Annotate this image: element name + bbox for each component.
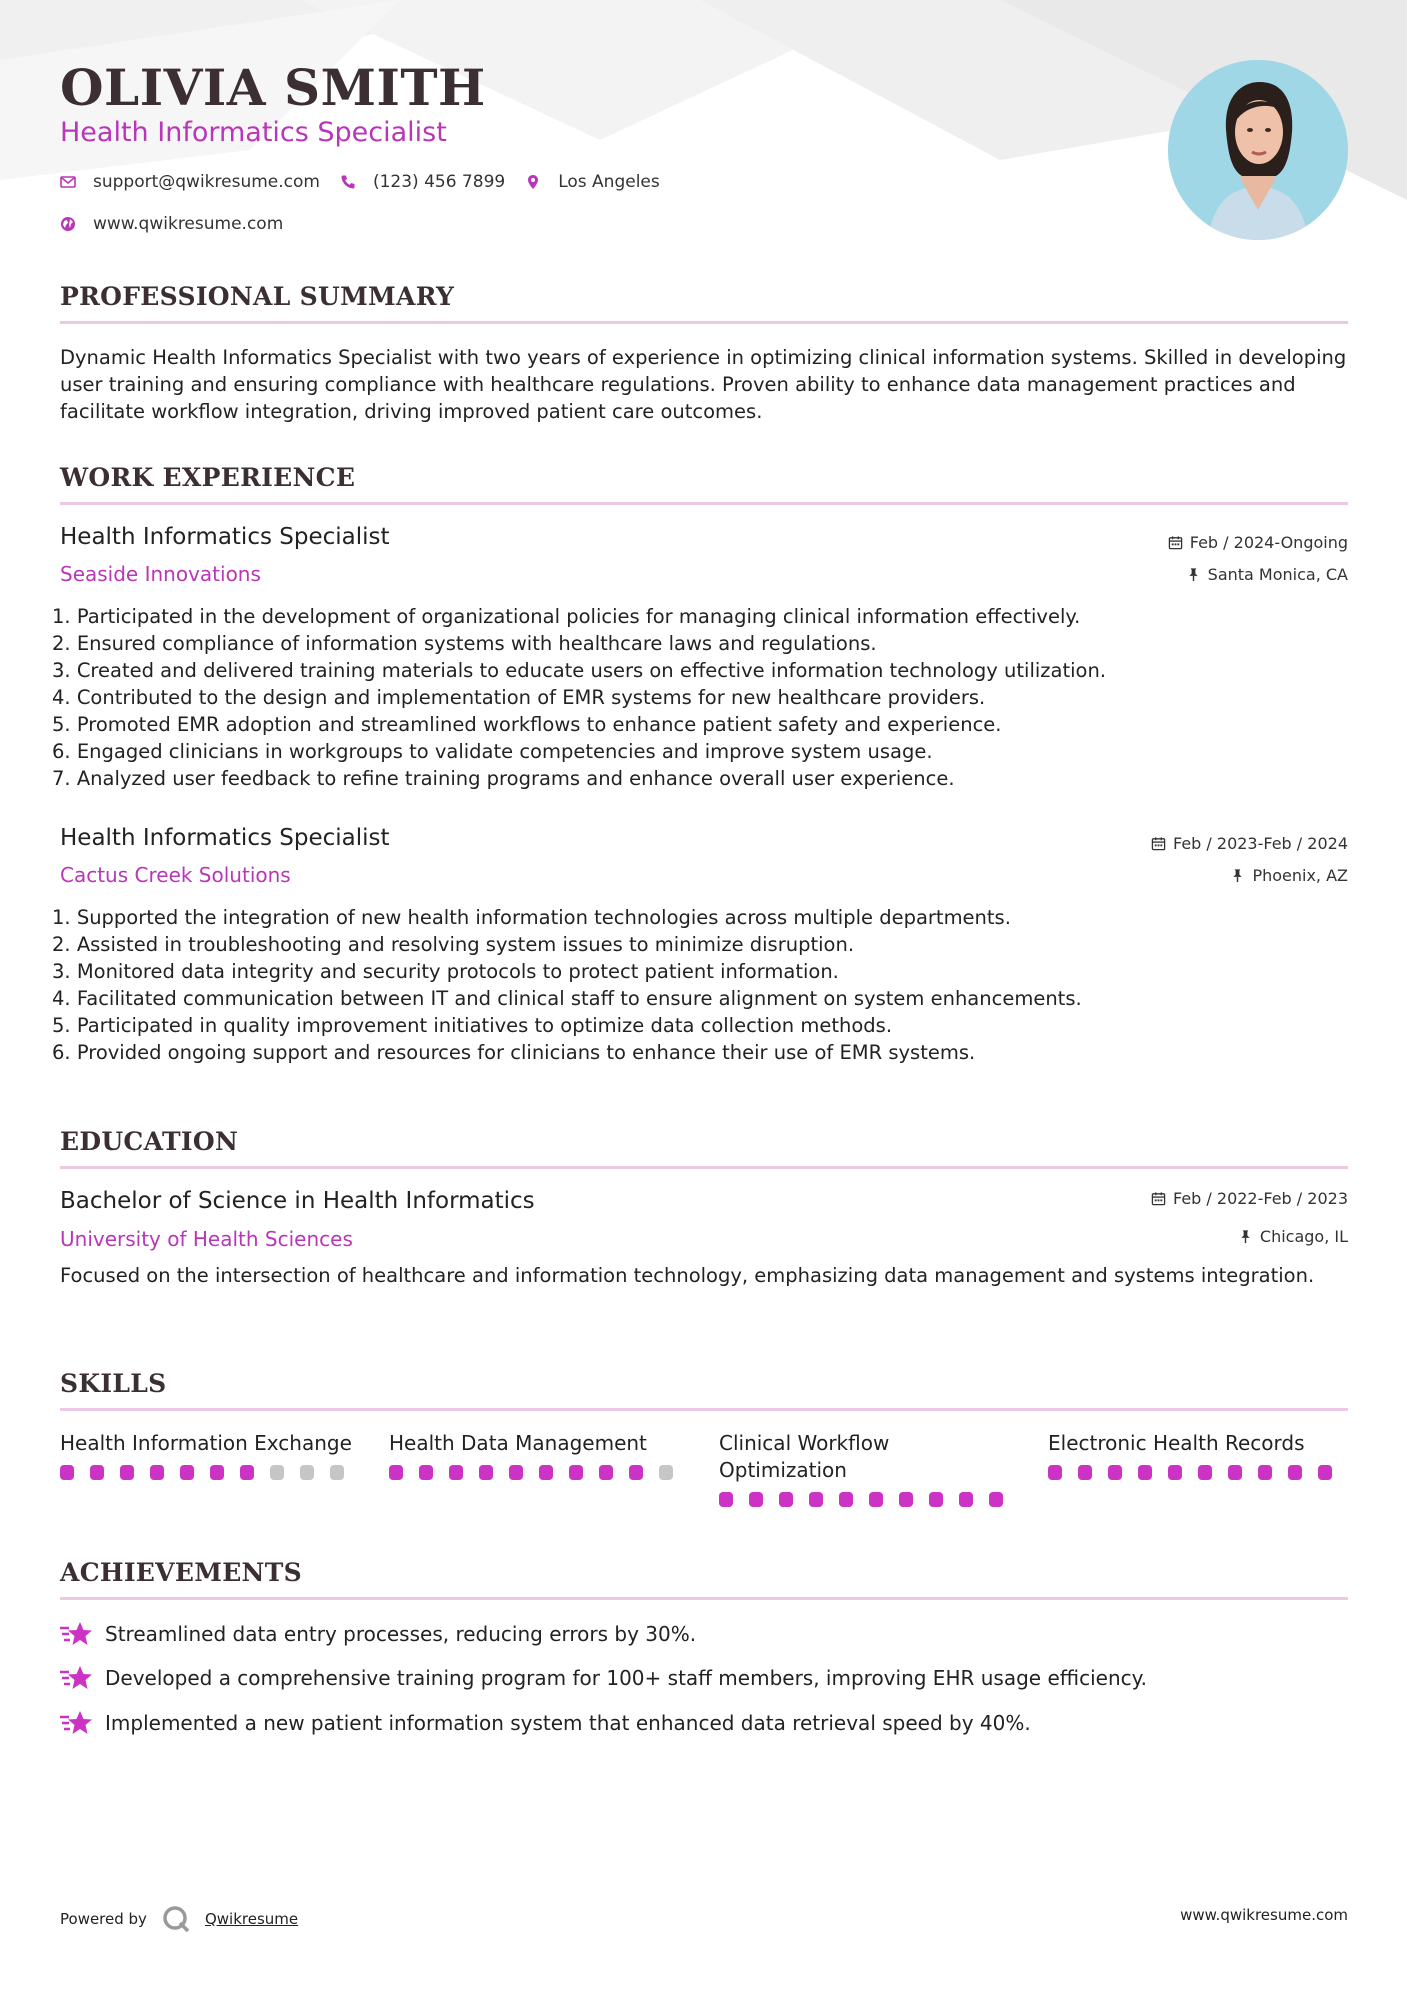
skill-dot-filled (629, 1465, 643, 1480)
skill-dot-filled (749, 1492, 763, 1507)
skill-rating (389, 1465, 689, 1480)
skill-dot-filled (1108, 1465, 1122, 1480)
achievement-text: Implemented a new patient information system that enhanced data retrieval speed by 40%. (105, 1711, 1031, 1735)
education-description: Focused on the intersection of healthcare and information technology, emphasizing data management and systems integration. (60, 1264, 1315, 1287)
education-location (1238, 1227, 1348, 1246)
skill-dot-filled (1138, 1465, 1152, 1480)
contact-row (60, 172, 680, 192)
job-dates (1151, 834, 1348, 853)
skill-name: Health Information Exchange (60, 1431, 352, 1455)
list-item: 1. Supported the integration of new health information technologies across multiple departments. (52, 906, 1011, 929)
degree-title: Bachelor of Science in Health Informatics (60, 1188, 535, 1214)
job-location (1186, 565, 1348, 584)
list-item: 6. Provided ongoing support and resources for clinicians to enhance their use of EMR systems. (52, 1041, 976, 1064)
list-item: 1. Participated in the development of organizational policies for managing clinical information effectively. (52, 605, 1081, 628)
skill-name: Health Data Management (389, 1431, 647, 1455)
qwikresume-logo-icon (161, 1904, 191, 1934)
envelope-icon (60, 174, 76, 190)
phone-icon (340, 174, 356, 190)
skill-dot-filled (1168, 1465, 1182, 1480)
star-icon (60, 1620, 93, 1648)
skill-dot-filled (719, 1492, 733, 1507)
skill-rating (719, 1492, 1019, 1507)
job-dates-text: Feb / 2024-Ongoing (1189, 533, 1348, 552)
education-dates-text: Feb / 2022-Feb / 2023 (1173, 1189, 1348, 1208)
job-location (1230, 866, 1348, 885)
powered-by-label: Powered by (60, 1910, 147, 1928)
brand-link[interactable]: Qwikresume (204, 1910, 299, 1928)
calendar-icon (1151, 1191, 1166, 1206)
skill-dot-filled (1228, 1465, 1242, 1480)
list-item: 5. Promoted EMR adoption and streamlined workflows to enhance patient safety and experience. (52, 713, 1002, 736)
summary-text: Dynamic Health Informatics Specialist with two years of experience in optimizing clinical information systems. Skilled in developing user training and ensuring compliance with healthcare regulations. Proven ability to enhance data management practices and facilitate workflow integration, driving improved patient care outcomes. (60, 346, 1347, 423)
list-item: 3. Monitored data integrity and security protocols to protect patient information. (52, 960, 839, 983)
skill-item (60, 1430, 360, 1480)
skill-dot-filled (509, 1465, 523, 1480)
skill-dot-filled (929, 1492, 943, 1507)
achievement-item (60, 1709, 1031, 1737)
education-dates (1151, 1189, 1348, 1208)
skill-rating (60, 1465, 360, 1480)
footer-powered-by (60, 1904, 298, 1934)
education-location-text: Chicago, IL (1259, 1227, 1348, 1246)
skill-dot-filled (1258, 1465, 1272, 1480)
skill-dot-filled (1078, 1465, 1092, 1480)
skill-name: Clinical Workflow Optimization (719, 1431, 890, 1482)
skill-item (719, 1430, 1019, 1507)
globe-icon (60, 216, 76, 232)
contact-row-2 (60, 214, 303, 234)
contact-location (525, 172, 660, 192)
skill-dot-filled (569, 1465, 583, 1480)
location-text: Los Angeles (558, 172, 660, 192)
skill-dot-filled (1318, 1465, 1332, 1480)
skill-dot-filled (1288, 1465, 1302, 1480)
job-title: Health Informatics Specialist (60, 825, 390, 851)
pushpin-icon (1238, 1229, 1253, 1244)
calendar-icon (1168, 535, 1183, 550)
skill-dot-empty (300, 1465, 314, 1480)
achievement-text: Developed a comprehensive training program for 100+ staff members, improving EHR usage efficiency. (105, 1666, 1147, 1690)
pushpin-icon (1186, 567, 1201, 582)
skill-dot-filled (989, 1492, 1003, 1507)
list-item: 4. Facilitated communication between IT and clinical staff to ensure alignment on system enhancements. (52, 987, 1082, 1010)
job-bullets (52, 603, 1106, 792)
skill-dot-filled (419, 1465, 433, 1480)
job-dates-text: Feb / 2023-Feb / 2024 (1173, 834, 1348, 853)
skill-dot-filled (180, 1465, 194, 1480)
skill-dot-filled (959, 1492, 973, 1507)
phone-text: (123) 456 7899 (372, 172, 506, 192)
website-text: www.qwikresume.com (93, 214, 284, 234)
skill-dot-empty (330, 1465, 344, 1480)
job-title: Health Informatics Specialist (60, 524, 390, 550)
list-item: 6. Engaged clinicians in workgroups to validate competencies and improve system usage. (52, 740, 933, 763)
star-icon (60, 1664, 93, 1692)
skill-rating (1048, 1465, 1348, 1480)
skill-dot-filled (389, 1465, 403, 1480)
job-location-text: Phoenix, AZ (1252, 866, 1348, 885)
skill-dot-filled (869, 1492, 883, 1507)
footer-website[interactable]: www.qwikresume.com (1180, 1906, 1348, 1924)
skill-dot-filled (150, 1465, 164, 1480)
summary-heading: PROFESSIONAL SUMMARY (60, 282, 455, 311)
skill-dot-filled (1198, 1465, 1212, 1480)
list-item: 2. Assisted in troubleshooting and resolving system issues to minimize disruption. (52, 933, 855, 956)
candidate-title: Health Informatics Specialist (60, 117, 447, 148)
skill-dot-filled (839, 1492, 853, 1507)
list-item: 4. Contributed to the design and implementation of EMR systems for new healthcare providers. (52, 686, 986, 709)
section-divider (60, 502, 1348, 505)
skill-item (389, 1430, 689, 1480)
pushpin-icon (1230, 868, 1245, 883)
skill-dot-filled (60, 1465, 74, 1480)
job-location-text: Santa Monica, CA (1207, 565, 1348, 584)
job-company: Seaside Innovations (60, 562, 261, 586)
skill-dot-filled (479, 1465, 493, 1480)
star-icon (60, 1709, 93, 1737)
achievement-item (60, 1620, 696, 1648)
section-divider (60, 1408, 1348, 1411)
skill-dot-filled (779, 1492, 793, 1507)
skill-dot-filled (120, 1465, 134, 1480)
skill-dot-filled (599, 1465, 613, 1480)
skills-heading: SKILLS (60, 1369, 167, 1398)
contact-website[interactable] (60, 214, 283, 234)
skill-dot-filled (449, 1465, 463, 1480)
profile-photo (1168, 60, 1348, 240)
achievement-text: Streamlined data entry processes, reducing errors by 30%. (105, 1622, 697, 1646)
job-company: Cactus Creek Solutions (60, 863, 291, 887)
calendar-icon (1151, 836, 1166, 851)
skill-dot-filled (809, 1492, 823, 1507)
contact-email[interactable] (60, 172, 320, 192)
job-bullets (52, 904, 1082, 1066)
skill-dot-empty (659, 1465, 673, 1480)
experience-heading: WORK EXPERIENCE (60, 463, 356, 492)
skill-dot-filled (899, 1492, 913, 1507)
candidate-name: OLIVIA SMITH (60, 58, 486, 117)
job-dates (1168, 533, 1348, 552)
skill-dot-filled (240, 1465, 254, 1480)
skill-dot-filled (1048, 1465, 1062, 1480)
education-heading: EDUCATION (60, 1127, 239, 1156)
skill-item (1048, 1430, 1348, 1480)
skill-dot-filled (539, 1465, 553, 1480)
school-name: University of Health Sciences (60, 1227, 353, 1251)
section-divider (60, 1166, 1348, 1169)
skill-dot-filled (90, 1465, 104, 1480)
achievement-item (60, 1664, 1147, 1692)
map-pin-icon (525, 174, 541, 190)
skill-dot-empty (270, 1465, 284, 1480)
skill-name: Electronic Health Records (1048, 1431, 1305, 1455)
section-divider (60, 321, 1348, 324)
achievements-heading: ACHIEVEMENTS (60, 1558, 302, 1587)
contact-phone[interactable] (340, 172, 505, 192)
list-item: 7. Analyzed user feedback to refine training programs and enhance overall user experience. (52, 767, 955, 790)
section-divider (60, 1597, 1348, 1600)
email-text: support@qwikresume.com (93, 172, 320, 192)
list-item: 3. Created and delivered training materials to educate users on effective information technology utilization. (52, 659, 1107, 682)
list-item: 5. Participated in quality improvement initiatives to optimize data collection methods. (52, 1014, 893, 1037)
list-item: 2. Ensured compliance of information systems with healthcare laws and regulations. (52, 632, 877, 655)
skill-dot-filled (210, 1465, 224, 1480)
